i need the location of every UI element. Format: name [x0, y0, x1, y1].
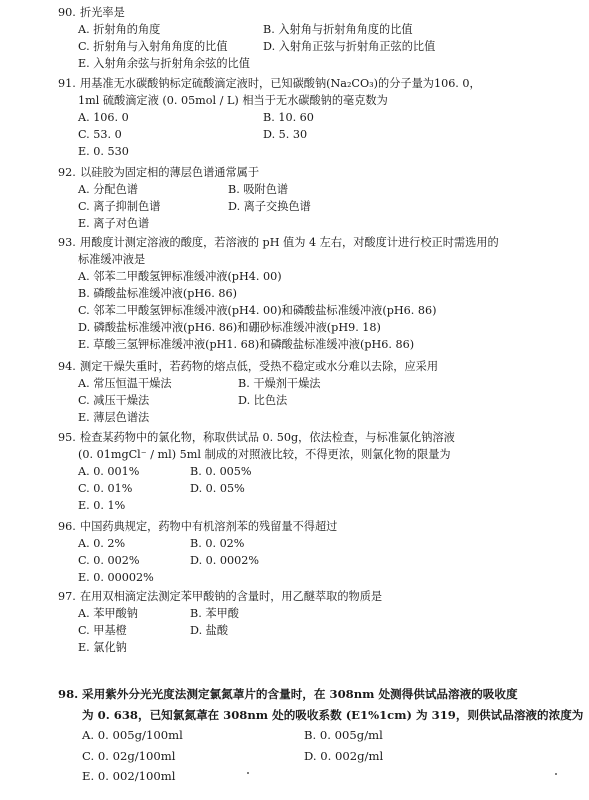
- question-stem: [58, 429, 578, 446]
- option: D. 0. 002g/ml: [304, 748, 384, 763]
- option-row: [78, 497, 578, 514]
- question-stem: [58, 4, 578, 21]
- option-row: [82, 766, 578, 787]
- option-row: [78, 319, 578, 336]
- option: B. 0. 005g/ml: [304, 728, 383, 742]
- question-text-continued: 1ml 硫酸滴定液 (0. 05mol / L) 相当于无水碳酸钠的毫克数为: [78, 94, 388, 107]
- option: B. 干燥剂干燥法: [238, 377, 321, 390]
- question-text: 采用紫外分光光度法测定氯氮䓬片的含量时，在 308nm 处测得供试品溶液的吸收度: [82, 687, 518, 701]
- question-92: [58, 164, 578, 232]
- option: E. 草酸三氢钾标准缓冲液(pH1. 68)和磷酸盐标准缓冲液(pH6. 86): [78, 338, 415, 351]
- option-row: [78, 215, 578, 232]
- options: [58, 463, 578, 514]
- option-row: [78, 21, 578, 38]
- question-text-continued: 标准缓冲液是: [78, 253, 146, 266]
- question-97: [58, 588, 578, 656]
- question-96: [58, 518, 578, 586]
- option-row: [78, 463, 578, 480]
- option: A. 折射角的角度: [78, 23, 161, 36]
- question-stem: [58, 684, 578, 705]
- option: A. 106. 0: [78, 111, 129, 124]
- question-number: 95.: [58, 431, 76, 444]
- question-text: 折光率是: [80, 6, 125, 19]
- question-number: 98.: [58, 687, 79, 701]
- option: A. 0. 001%: [78, 465, 140, 478]
- option: A. 苯甲酸钠: [78, 607, 138, 620]
- question-98: [58, 684, 584, 787]
- options: [58, 725, 578, 787]
- option: D. 5. 30: [263, 128, 308, 141]
- question-93: [58, 234, 578, 353]
- option-row: [78, 480, 578, 497]
- options: [58, 181, 578, 232]
- options: [58, 535, 578, 586]
- question-95: [58, 429, 578, 514]
- option: E. 入射角余弦与折射角余弦的比值: [78, 57, 250, 70]
- option-row: [78, 198, 578, 215]
- option-row: [82, 725, 578, 746]
- option: E. 0. 1%: [78, 499, 126, 512]
- option-row: [78, 285, 578, 302]
- question-number: 97.: [58, 590, 76, 603]
- question-stem: [58, 518, 578, 535]
- question-text: 用基准无水碳酸钠标定硫酸滴定液时，已知碳酸钠(Na₂CO₃)的分子量为106. 0，: [80, 77, 481, 90]
- options: [58, 21, 578, 72]
- option: E. 离子对色谱: [78, 217, 150, 230]
- question-stem: [58, 358, 578, 375]
- option-row: [78, 302, 578, 319]
- question-text: 中国药典规定，药物中有机溶剂苯的残留量不得超过: [80, 520, 338, 533]
- option: C. 折射角与入射角角度的比值: [78, 40, 228, 53]
- option: E. 薄层色谱法: [78, 411, 150, 424]
- option: E. 0. 530: [78, 145, 129, 158]
- question-number: 93.: [58, 236, 76, 249]
- option-row: [78, 552, 578, 569]
- options: [58, 109, 578, 160]
- option: D. 磷酸盐标准缓冲液(pH6. 86)和硼砂标准缓冲液(pH9. 18): [78, 321, 381, 334]
- question-number: 91.: [58, 77, 76, 90]
- option: D. 盐酸: [190, 624, 229, 637]
- option-row: [78, 336, 578, 353]
- question-94: [58, 358, 578, 426]
- option: A. 0. 005g/100ml: [82, 728, 183, 742]
- option: C. 0. 02g/100ml: [82, 748, 176, 763]
- question-number: 92.: [58, 166, 76, 179]
- question-91: [58, 75, 578, 160]
- option: C. 53. 0: [78, 128, 122, 141]
- option: B. 磷酸盐标准缓冲液(pH6. 86): [78, 287, 237, 300]
- option: D. 0. 0002%: [190, 554, 260, 567]
- question-90: [58, 4, 578, 72]
- question-stem: [58, 75, 578, 92]
- option-row: [78, 535, 578, 552]
- option-row: [78, 605, 578, 622]
- question-text: 检查某药物中的氯化物，称取供试品 0. 50g，依法检查，与标准氯化钠溶液: [80, 431, 455, 444]
- option: C. 甲基橙: [78, 624, 127, 637]
- option-row: [78, 109, 578, 126]
- option: B. 苯甲酸: [190, 607, 239, 620]
- option: D. 0. 05%: [190, 482, 245, 495]
- option: B. 入射角与折射角角度的比值: [263, 23, 413, 36]
- option: C. 邻苯二甲酸氢钾标准缓冲液(pH4. 00)和磷酸盐标准缓冲液(pH6. 86): [78, 304, 437, 317]
- option-row: [78, 143, 578, 160]
- scan-speck: [555, 773, 557, 775]
- option: C. 离子抑制色谱: [78, 200, 161, 213]
- option: E. 氯化钠: [78, 641, 127, 654]
- options: [58, 375, 578, 426]
- option: B. 10. 60: [263, 111, 314, 124]
- option: C. 0. 01%: [78, 482, 133, 495]
- option-row: [78, 639, 578, 656]
- options: [58, 605, 578, 656]
- option: B. 0. 005%: [190, 465, 252, 478]
- option: D. 入射角正弦与折射角正弦的比值: [263, 40, 436, 53]
- options: [58, 268, 578, 353]
- option-row: [78, 126, 578, 143]
- question-stem: [58, 588, 578, 605]
- option: E. 0. 00002%: [78, 571, 154, 584]
- question-text: 用酸度计测定溶液的酸度，若溶液的 pH 值为 4 左右，对酸度计进行校正时需选用的: [80, 236, 499, 249]
- question-text: 测定干燥失重时，若药物的熔点低，受热不稳定或水分难以去除，应采用: [80, 360, 439, 373]
- option-row: [78, 569, 578, 586]
- option-row: [78, 181, 578, 198]
- question-text: 以硅胶为固定相的薄层色谱通常属于: [80, 166, 260, 179]
- option-row: [78, 622, 578, 639]
- option: D. 比色法: [238, 394, 288, 407]
- option: C. 0. 002%: [78, 554, 140, 567]
- option: E. 0. 002/100ml: [82, 769, 176, 783]
- option: A. 常压恒温干燥法: [78, 377, 172, 390]
- option-row: [78, 268, 578, 285]
- option: C. 减压干燥法: [78, 394, 150, 407]
- scan-speck: [247, 772, 249, 774]
- option-row: [78, 409, 578, 426]
- option-row: [82, 746, 578, 767]
- question-text: 在用双相滴定法测定苯甲酸钠的含量时，用乙醚萃取的物质是: [80, 590, 383, 603]
- question-stem: [58, 234, 578, 251]
- option: B. 吸附色谱: [228, 183, 289, 196]
- option-row: [78, 375, 578, 392]
- option-row: [78, 392, 578, 409]
- question-text-continued: 为 0. 638，已知氯氮䓬在 308nm 处的吸收系数 (E1%1cm) 为 319，则供试品溶液的浓度为: [82, 707, 584, 722]
- option: B. 0. 02%: [190, 537, 245, 550]
- question-number: 96.: [58, 520, 76, 533]
- option-row: [78, 55, 578, 72]
- question-stem: [58, 164, 578, 181]
- option: A. 邻苯二甲酸氢钾标准缓冲液(pH4. 00): [78, 270, 282, 283]
- question-number: 94.: [58, 360, 76, 373]
- option-row: [78, 38, 578, 55]
- question-number: 90.: [58, 6, 76, 19]
- option: D. 离子交换色谱: [228, 200, 311, 213]
- option: A. 分配色谱: [78, 183, 138, 196]
- question-text-continued: (0. 01mgCl⁻ / ml) 5ml 制成的对照液比较，不得更浓，则氯化物的限量为: [78, 448, 451, 461]
- option: A. 0. 2%: [78, 537, 126, 550]
